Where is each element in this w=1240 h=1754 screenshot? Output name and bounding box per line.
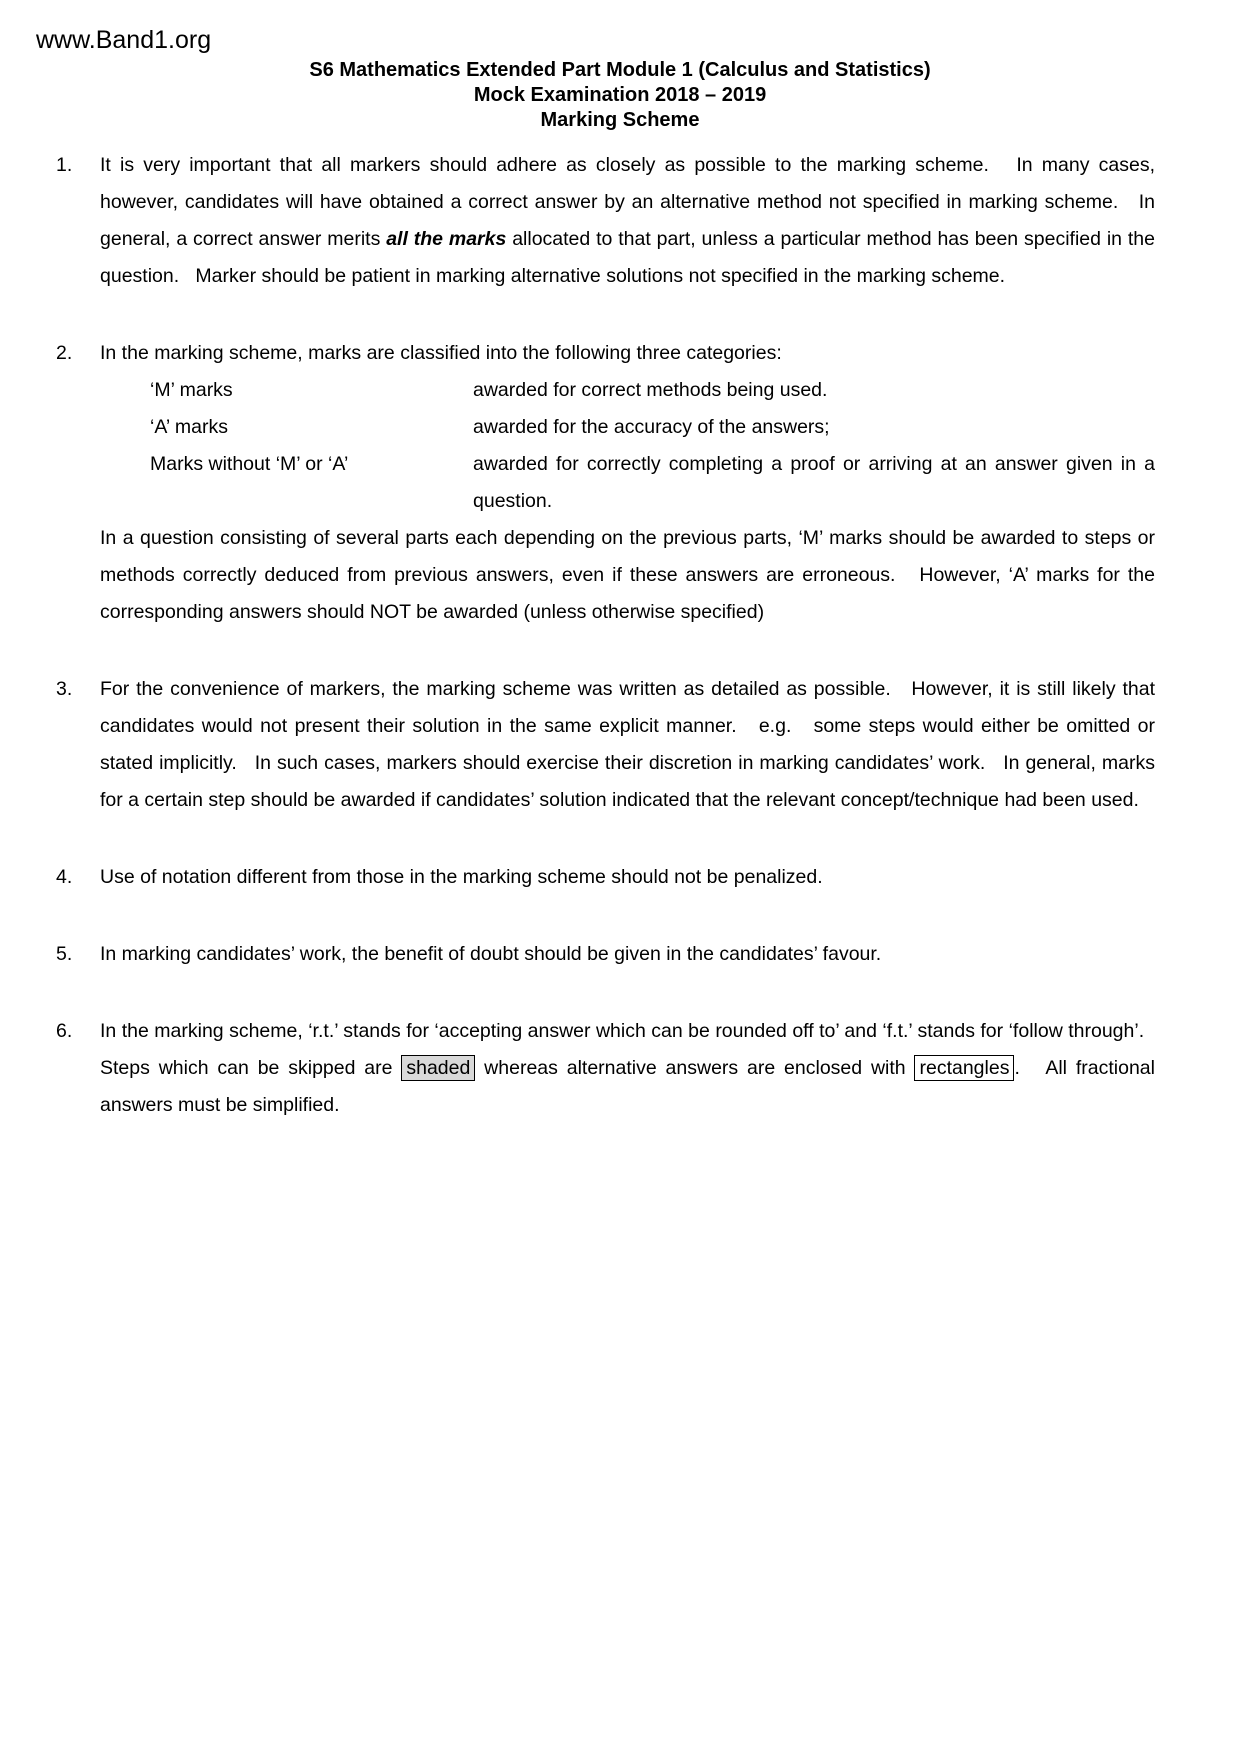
title-line-subject: S6 Mathematics Extended Part Module 1 (Calculus and Statistics) — [309, 59, 931, 81]
category-definition-a-marks: awarded for the accuracy of the answers; — [473, 416, 830, 438]
item-1-paragraph — [100, 147, 1155, 295]
item-4-number: 4. — [56, 866, 73, 888]
item-1-number: 1. — [56, 154, 73, 176]
list-item-4 — [56, 859, 1155, 896]
category-term-no-m-or-a: Marks without ‘M’ or ‘A’ — [150, 453, 349, 475]
item-4-paragraph: Use of notation different from those in the marking scheme should not be penalized. — [100, 866, 823, 888]
item-6-paragraph — [100, 1013, 1155, 1124]
mark-category-row — [100, 446, 1155, 520]
mark-category-row — [100, 372, 1155, 409]
list-item-5 — [56, 936, 1155, 973]
item-1-text-before: It is very important that all markers should adhere as closely as possible to the marking scheme. In many cases, however, candidates will have obtained a correct answer by an alternative method not specified in marking scheme. In general, a correct answer merits — [100, 154, 1155, 250]
category-definition-no-m-or-a: awarded for correctly completing a proof or arriving at an answer given in a question. — [473, 453, 1155, 512]
list-item-3 — [56, 671, 1155, 819]
item-2-intro: In the marking scheme, marks are classified into the following three categories: — [100, 342, 782, 364]
list-item-1 — [56, 147, 1155, 295]
shaded-example-word: shaded — [401, 1055, 475, 1081]
item-6-number: 6. — [56, 1020, 73, 1042]
item-1-text-after: allocated to that part, unless a particular method has been specified in the question. Marker should be patient in marking alternative solutions not specified in the marking scheme. — [100, 228, 1155, 287]
instruction-list — [0, 147, 1240, 1124]
item-1-emphasis: all the marks — [386, 228, 507, 250]
mark-category-row — [100, 409, 1155, 446]
item-2-number: 2. — [56, 342, 73, 364]
item-5-number: 5. — [56, 943, 73, 965]
title-line-exam: Mock Examination 2018 – 2019 — [473, 84, 767, 106]
list-item-6 — [56, 1013, 1155, 1124]
item-6-text-3: . All fractional answers must be simplified. — [100, 1057, 1155, 1116]
category-definition-m-marks: awarded for correct methods being used. — [473, 379, 828, 401]
rectangle-example-word: rectangles — [914, 1055, 1014, 1081]
title-line-marking-scheme: Marking Scheme — [540, 109, 700, 131]
site-watermark: www.Band1.org — [36, 26, 212, 54]
item-5-paragraph: In marking candidates’ work, the benefit of doubt should be given in the candidates’ favour. — [100, 943, 882, 965]
category-term-m-marks: ‘M’ marks — [150, 379, 233, 401]
item-6-text-1: In the marking scheme, ‘r.t.’ stands for ‘accepting answer which can be rounded off to’ and ‘f.t.’ stands for ‘follow through’. Steps which can be skipped are — [100, 1020, 1155, 1079]
item-3-paragraph: For the convenience of markers, the marking scheme was written as detailed as possible. However, it is still likely that candidates would not present their solution in the same explicit manner. e.g. some steps would either be omitted or stated implicitly. In such cases, markers should exercise their discretion in marking candidates’ work. In general, marks for a certain step should be awarded if candidates’ solution indicated that the relevant concept/technique had been used. — [100, 678, 1155, 811]
item-3-number: 3. — [56, 678, 73, 700]
mark-categories-table — [100, 372, 1155, 520]
item-2-note: In a question consisting of several parts each depending on the previous parts, ‘M’ marks should be awarded to steps or methods correctly deduced from previous answers, even if these answers are erroneous. However, ‘A’ marks for the corresponding answers should NOT be awarded (unless otherwise specified) — [100, 527, 1155, 623]
item-6-text-2: whereas alternative answers are enclosed with — [475, 1057, 915, 1079]
document-title-block — [0, 0, 1240, 133]
list-item-2 — [56, 335, 1155, 631]
category-term-a-marks: ‘A’ marks — [150, 416, 228, 438]
